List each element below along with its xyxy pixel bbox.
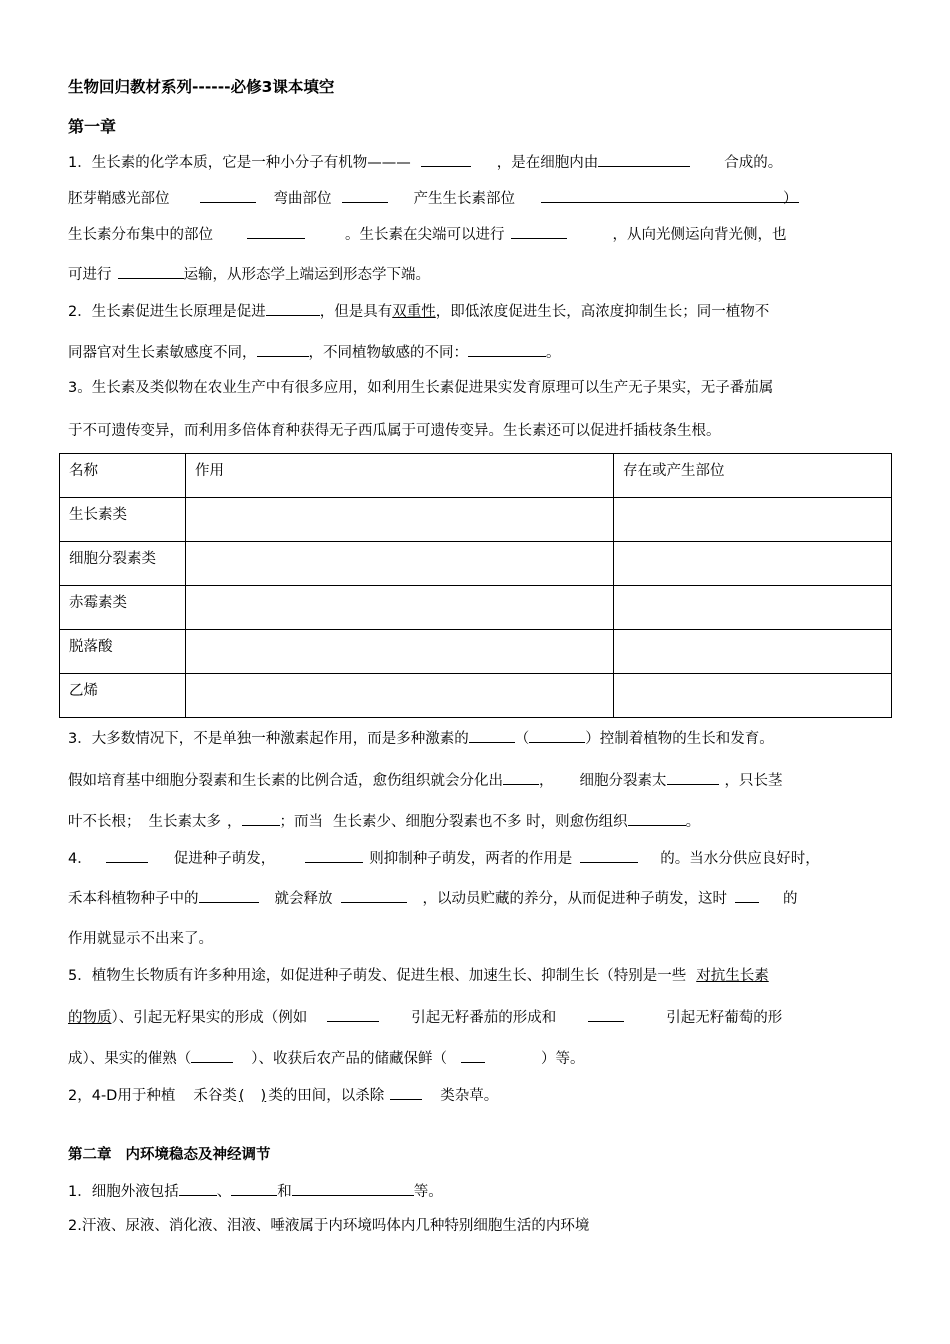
table-cell-function[interactable] — [186, 542, 614, 586]
table-cell-function[interactable] — [186, 674, 614, 718]
ch1-q3b-line2: 假如培育基中细胞分裂素和生长素的比例合适，愈伤组织就会分化出 ， 细胞分裂素太 ，只长茎 — [68, 770, 783, 791]
table-cell-location[interactable] — [614, 542, 892, 586]
blank[interactable] — [511, 224, 567, 239]
table-cell-location[interactable] — [614, 674, 892, 718]
blank[interactable] — [667, 770, 719, 785]
blank[interactable] — [735, 888, 759, 903]
blank[interactable] — [598, 152, 690, 167]
table-row — [60, 498, 892, 542]
ch1-q4-line2: 禾本科植物种子中的 就会释放 ，以动员贮藏的养分，从而促进种子萌发，这时 的 — [68, 888, 798, 909]
blank[interactable] — [200, 188, 256, 203]
blank[interactable] — [461, 1048, 485, 1063]
blank[interactable] — [390, 1085, 422, 1100]
ch1-q4-line1: 4． 促进种子萌发， 则抑制种子萌发，两者的作用是 的。当水分供应良好时， — [68, 848, 820, 869]
blank[interactable] — [106, 848, 148, 863]
ch1-q2-line1: 2．生长素促进生长原理是促进 ，但是具有双重性，即低浓度促进生长，高浓度抑制生长；同一植物不 — [68, 301, 769, 322]
table-cell-name: 乙烯 — [60, 674, 186, 718]
blank[interactable]: ( ) — [238, 1088, 267, 1104]
blank[interactable] — [588, 1007, 624, 1022]
blank[interactable] — [341, 888, 407, 903]
ch1-q5-line3: 成）、果实的催熟（ ）、收获后农产品的储藏保鲜（ ）等。 — [68, 1048, 585, 1069]
blank[interactable] — [292, 1181, 414, 1196]
table-row — [60, 542, 892, 586]
table-header-name: 名称 — [60, 454, 186, 498]
document-title: 生物回归教材系列------必修3课本填空 — [68, 78, 335, 96]
blank[interactable] — [327, 1007, 379, 1022]
table-cell-function[interactable] — [186, 630, 614, 674]
hormone-table — [59, 453, 892, 718]
table-cell-function[interactable] — [186, 586, 614, 630]
table-row — [60, 674, 892, 718]
ch1-q1-line4: 可进行 运输，从形态学上端运到形态学下端。 — [68, 264, 430, 285]
blank[interactable] — [580, 848, 638, 863]
blank[interactable] — [118, 264, 184, 279]
blank[interactable] — [421, 152, 471, 167]
ch1-q5-line1: 5．植物生长物质有许多种用途，如促进种子萌发、促进生根、加速生长、抑制生长（特别是一些 对抗生长素 — [68, 968, 769, 984]
blank[interactable] — [541, 188, 799, 203]
blank[interactable] — [191, 1048, 233, 1063]
chapter1-heading: 第一章 — [68, 117, 117, 136]
ch1-q3-line1: 3。生长素及类似物在农业生产中有很多应用，如利用生长素促进果实发育原理可以生产无子果实，无子番茄属 — [68, 380, 774, 396]
chapter2-heading: 第二章 内环境稳态及神经调节 — [68, 1147, 271, 1163]
blank[interactable] — [305, 848, 363, 863]
table-header-location: 存在或产生部位 — [614, 454, 892, 498]
table-row — [60, 630, 892, 674]
ch1-q3b-line3: 叶不长根； 生长素太多 ， ；而当 生长素少、细胞分裂素也不多 时，则愈伤组织 。 — [68, 811, 700, 832]
table-cell-name: 生长素类 — [60, 498, 186, 542]
blank[interactable] — [342, 188, 388, 203]
blank[interactable] — [242, 811, 280, 826]
blank[interactable] — [468, 342, 546, 357]
ch1-q3b-line1: 3．大多数情况下，不是单独一种激素起作用，而是多种激素的 （ ）控制着植物的生长和发育。 — [68, 728, 774, 749]
table-row — [60, 586, 892, 630]
table-cell-location[interactable] — [614, 498, 892, 542]
blank[interactable] — [231, 1181, 277, 1196]
blank[interactable] — [179, 1181, 217, 1196]
ch1-q5-line2: 的物质）、引起无籽果实的形成（例如 引起无籽番茄的形成和 引起无籽葡萄的形 — [68, 1007, 782, 1028]
ch1-q6-line: 2，4-D用于种植 禾谷类 ( ) 类的田间，以杀除 类杂草。 — [68, 1085, 498, 1106]
table-header-row — [60, 454, 892, 498]
blank[interactable] — [199, 888, 259, 903]
table-cell-function[interactable] — [186, 498, 614, 542]
blank[interactable] — [257, 342, 309, 357]
ch1-q2-line2: 同器官对生长素敏感度不同， ，不同植物敏感的不同： 。 — [68, 342, 561, 363]
ch1-q1-line1: 1．生长素的化学本质，它是一种小分子有机物——— ，是在细胞内由 合成的。 — [68, 152, 782, 173]
ch1-q1-line2: 胚芽鞘感光部位 弯曲部位 产生生长素部位 ） — [68, 188, 798, 209]
ch2-q1-line: 1．细胞外液包括 、 和 等。 — [68, 1181, 443, 1202]
blank[interactable] — [266, 301, 320, 316]
blank[interactable] — [503, 770, 539, 785]
table-cell-name: 赤霉素类 — [60, 586, 186, 630]
ch2-q2-line: 2.汗液、尿液、消化液、泪液、唾液属于内环境吗体内几种特别细胞生活的内环境 — [68, 1218, 590, 1234]
table-header-function: 作用 — [186, 454, 614, 498]
blank[interactable] — [469, 728, 515, 743]
ch1-q1-line3: 生长素分布集中的部位 。生长素在尖端可以进行 ，从向光侧运向背光侧，也 — [68, 224, 787, 245]
table-cell-location[interactable] — [614, 630, 892, 674]
table-cell-name: 细胞分裂素类 — [60, 542, 186, 586]
table-cell-name: 脱落酸 — [60, 630, 186, 674]
blank[interactable] — [529, 728, 585, 743]
ch1-q4-line3: 作用就显示不出来了。 — [68, 931, 213, 947]
ch1-q3-line2: 于不可遗传变异，而利用多倍体育种获得无子西瓜属于可遗传变异。生长素还可以促进扦插枝条生根。 — [68, 423, 721, 439]
blank[interactable] — [628, 811, 686, 826]
blank[interactable] — [247, 224, 305, 239]
table-cell-location[interactable] — [614, 586, 892, 630]
